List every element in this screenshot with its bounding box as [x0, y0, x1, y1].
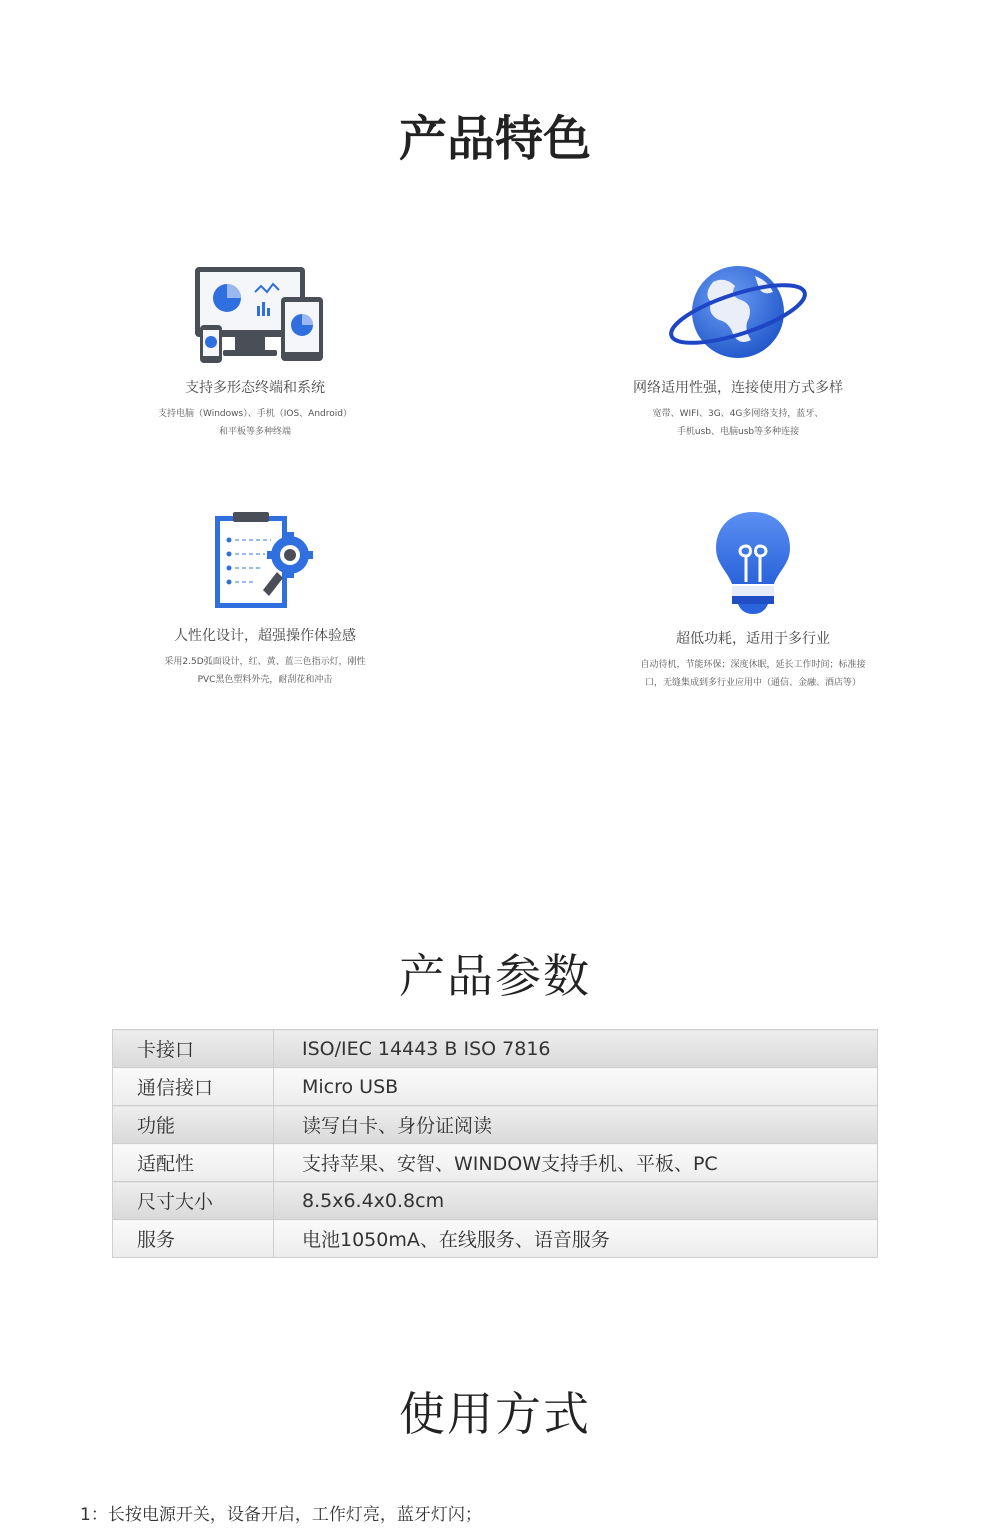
- spec-key: 适配性: [113, 1144, 274, 1182]
- feature-title: 支持多形态终端和系统: [185, 380, 325, 396]
- feature-desc: [603, 656, 903, 692]
- usage-title: 使用方式: [399, 1387, 591, 1441]
- feature-desc-line: 支持电脑（Windows）、手机（IOS、Android）: [158, 409, 352, 419]
- feature-network: [588, 262, 888, 441]
- feature-desc: [115, 653, 415, 689]
- features-title: 产品特色: [398, 111, 591, 167]
- table-row: [113, 1030, 878, 1068]
- feature-desc-line: 自动待机，节能环保；深度休眠，延长工作时间；标准接: [640, 660, 866, 670]
- table-row: [113, 1068, 878, 1106]
- feature-desc-line: 宽带、WIFI、3G、4G多网络支持，蓝牙、: [652, 409, 824, 419]
- feature-design: [115, 510, 415, 689]
- globe-icon: [663, 262, 813, 367]
- usage-step: 1：长按电源开关，设备开启，工作灯亮，蓝牙灯闪；: [80, 1505, 482, 1525]
- feature-power: [603, 508, 903, 692]
- spec-value: 8.5x6.4x0.8cm: [274, 1182, 878, 1220]
- feature-title: 网络适用性强，连接使用方式多样: [633, 380, 843, 396]
- feature-title: 人性化设计，超强操作体验感: [174, 628, 356, 644]
- table-row: [113, 1144, 878, 1182]
- spec-value: ISO/IEC 14443 B ISO 7816: [274, 1030, 878, 1068]
- feature-desc-line: 手机usb、电脑usb等多种连接: [676, 427, 800, 437]
- feature-title: 超低功耗，适用于多行业: [676, 631, 830, 647]
- spec-table: [112, 1029, 878, 1258]
- spec-value: 电池1050mA、在线服务、语音服务: [274, 1220, 878, 1258]
- feature-desc: [105, 405, 405, 441]
- feature-desc-line: 采用2.5D弧面设计，红、黄、蓝三色指示灯，刚性: [164, 657, 366, 667]
- lightbulb-icon: [708, 508, 798, 618]
- spec-value: 读写白卡、身份证阅读: [274, 1106, 878, 1144]
- feature-devices: [105, 262, 405, 441]
- table-row: [113, 1106, 878, 1144]
- params-title: 产品参数: [399, 949, 591, 1003]
- spec-key: 尺寸大小: [113, 1182, 274, 1220]
- spec-value: 支持苹果、安智、WINDOW支持手机、平板、PC: [274, 1144, 878, 1182]
- feature-desc-line: PVC黑色塑料外壳，耐刮花和冲击: [197, 675, 333, 685]
- spec-key: 功能: [113, 1106, 274, 1144]
- table-row: [113, 1220, 878, 1258]
- spec-key: 卡接口: [113, 1030, 274, 1068]
- devices-icon: [185, 262, 325, 367]
- feature-desc-line: 和平板等多种终端: [218, 427, 291, 437]
- spec-key: 服务: [113, 1220, 274, 1258]
- feature-desc: [588, 405, 888, 441]
- clipboard-gear-icon: [205, 510, 325, 615]
- spec-key: 通信接口: [113, 1068, 274, 1106]
- table-row: [113, 1182, 878, 1220]
- feature-desc-line: 口，无缝集成到多行业应用中（通信、金融、酒店等）: [644, 678, 861, 688]
- spec-value: Micro USB: [274, 1068, 878, 1106]
